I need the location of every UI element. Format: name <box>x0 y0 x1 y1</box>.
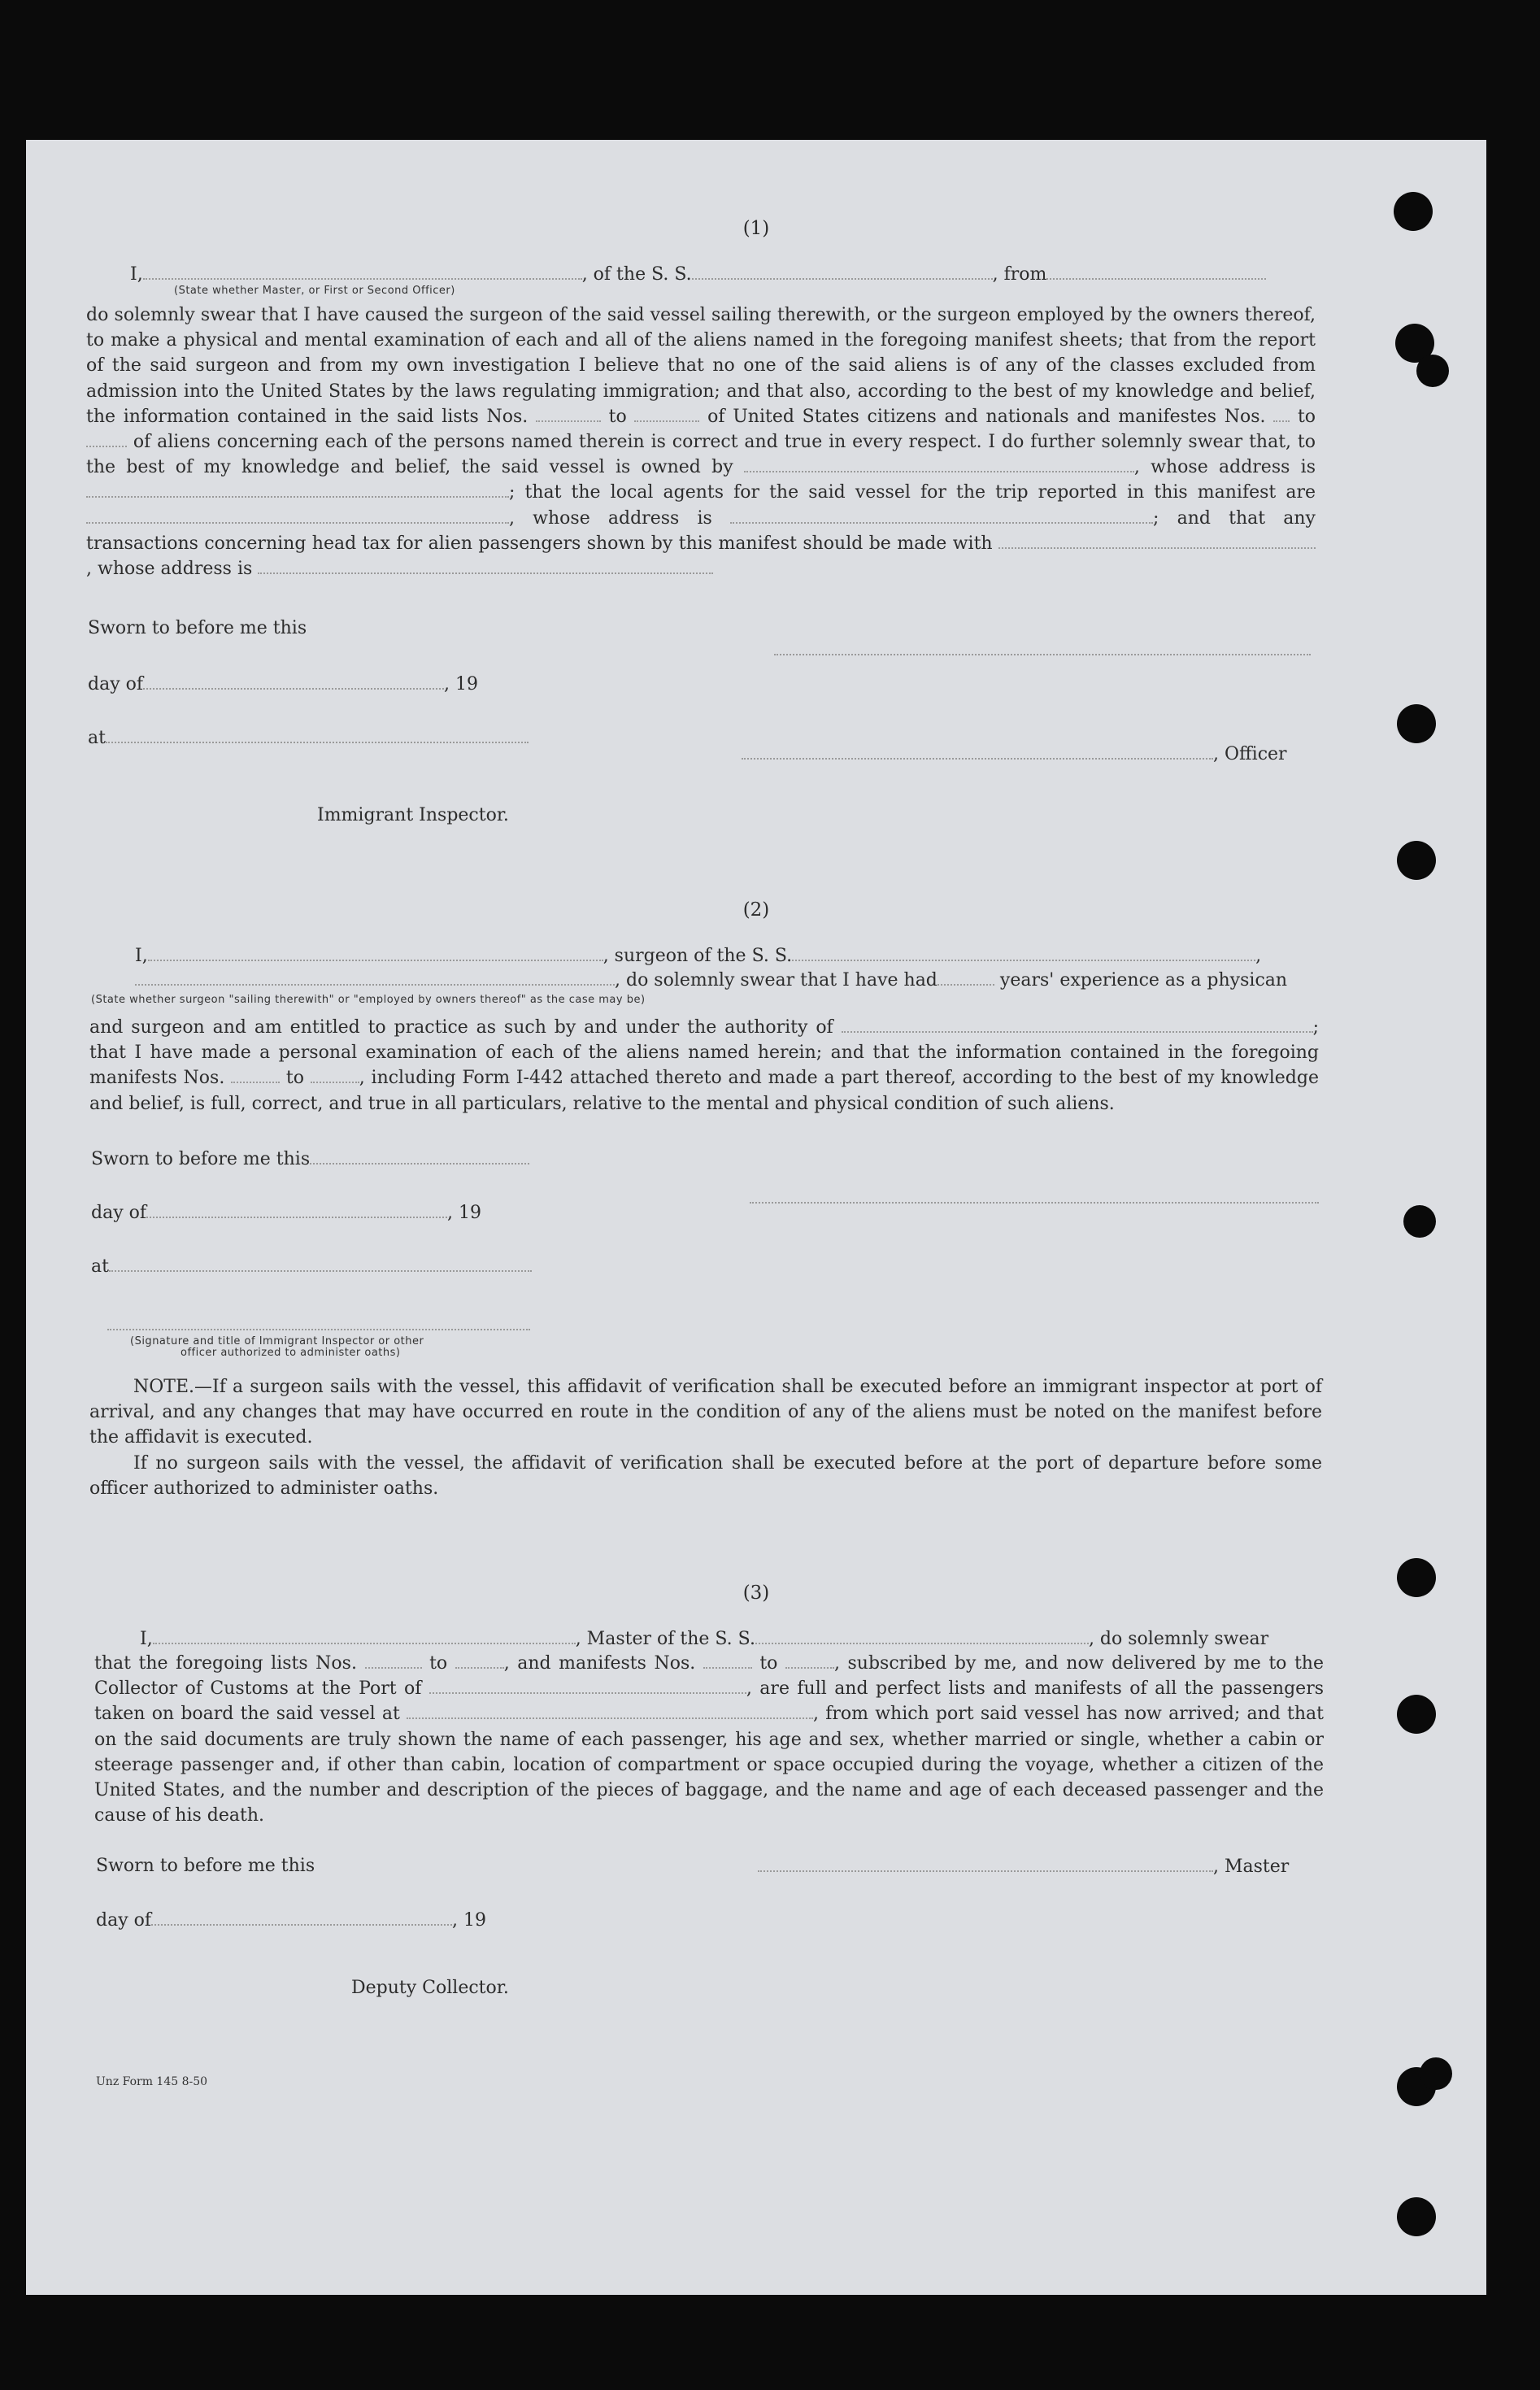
punch-hole <box>1403 1205 1436 1238</box>
section-2-at-blank[interactable] <box>109 1256 532 1272</box>
section-3-manifest-to-blank[interactable] <box>785 1652 834 1669</box>
section-2-body: and surgeon and am entitled to practice as such by and under the authority of ; that I have made a personal examination of each of the aliens named herein; and that the information contained in the foregoing manifests Nos. to , including Form I-442 attached thereto and made a part thereof, according to the best of my knowledge and belief, is full, correct, and true in all particulars, relative to the mental and physical condition of such aliens. <box>89 1017 1319 1114</box>
signature-hint-2: officer authorized to administer oaths) <box>181 1347 401 1359</box>
section-3-day-blank[interactable] <box>151 1909 452 1926</box>
punch-hole <box>1397 841 1436 880</box>
manifest-from-blank[interactable] <box>1273 406 1290 422</box>
punch-hole <box>1416 355 1449 387</box>
section-1-officer: , Officer <box>742 743 1287 764</box>
section-3-sworn: Sworn to before me this <box>96 1856 315 1876</box>
authority-blank[interactable] <box>842 1017 1313 1033</box>
punch-hole <box>1394 192 1433 231</box>
section-2-line-1: I, , surgeon of the S. S. , <box>135 946 1262 966</box>
lists-from-blank[interactable] <box>536 406 601 422</box>
section-3-body: that the foregoing lists Nos. to , and manifests Nos. to , subscribed by me, and now delivered by me to the Collector of Customs at the Port of , are full and perfect lists and manifests of all the passengers taken on board the said vessel at , from which port said vessel has now arrived; and that on the said documents are truly shown the name of each passenger, his age and sex, whether married or single, whether a cabin or steerage passenger and, if other than cabin, location of compartment or space occupied during the voyage, whether a citizen of the United States, and the number and description of the pieces of baggage, and the name and age of each deceased passenger and the cause of his death. <box>94 1653 1325 1826</box>
officer-signature-blank[interactable] <box>742 743 1213 760</box>
head-tax-address-blank[interactable] <box>258 558 713 574</box>
punch-hole <box>1397 1558 1436 1597</box>
surgeon-hint: (State whether surgeon "sailing therewith" or "employed by owners thereof" as the case may be) <box>91 994 646 1006</box>
note-1: NOTE.—If a surgeon sails with the vessel, this affidavit of verification shall be executed before an immigrant inspector at port of arrival, and any changes that may have occurred en route in the condition of any of the aliens must be noted on the manifest before the affidavit is executed. <box>89 1377 1322 1448</box>
signature-hint-1: (Signature and title of Immigrant Inspector or other <box>130 1335 424 1347</box>
punch-hole <box>1397 704 1436 743</box>
section-3-line-1: I, , Master of the S. S. , do solemnly swear <box>140 1629 1269 1649</box>
section-3-master: , Master <box>758 1856 1289 1877</box>
punch-hole <box>1397 1695 1436 1734</box>
master-signature-blank[interactable] <box>758 1856 1213 1872</box>
master-vessel-blank[interactable] <box>755 1628 1089 1644</box>
surgeon-type-blank[interactable] <box>135 969 615 986</box>
manifest-nos-from-blank[interactable] <box>231 1067 280 1083</box>
section-2-day-blank[interactable] <box>146 1202 447 1218</box>
years-experience-blank[interactable] <box>937 969 994 986</box>
section-1-signature-line[interactable] <box>774 654 1311 655</box>
owner-blank[interactable] <box>744 456 1134 472</box>
collector-port-blank[interactable] <box>429 1678 746 1694</box>
lists-to-blank[interactable] <box>634 406 699 422</box>
surgeon-name-blank[interactable] <box>148 945 603 961</box>
section-3-lists-to-blank[interactable] <box>455 1652 504 1669</box>
departure-port-blank[interactable] <box>407 1703 813 1719</box>
section-2-number: (2) <box>742 899 770 921</box>
note-2: If no surgeon sails with the vessel, the affidavit of verification shall be executed before at the port of departure before some officer authorized to administer oaths. <box>89 1453 1322 1500</box>
section-1-body: do solemnly swear that I have caused the surgeon of the said vessel sailing therewith, or the surgeon employed by the owners thereof, to make a physical and mental examination of each and all of the aliens named in the foregoing manifest sheets; that from the report of the said surgeon and from my own investigation I believe that no one of the said aliens is of any of the classes excluded from admission into the United States by the laws regulating immigration; and that also, according to the best of my knowledge and belief, the information contained in the said lists Nos. to of United States citizens and nationals and manifestes Nos. to of aliens concerning each of the persons named therein is correct and true in every respect. I do further solemnly swear that, to the best of my knowledge and belief, the said vessel is owned by , whose address is ; that the local agents for the said vessel for the trip reported in this manifest are , whose address is ; and that any transactions concerning head tax for alien passengers shown by this manifest should be made with , whose address is <box>86 305 1316 580</box>
deputy-collector-label: Deputy Collector. <box>351 1978 509 1998</box>
surgeon-vessel-blank[interactable] <box>792 945 1255 961</box>
section-1-number: (1) <box>742 218 770 239</box>
section-2-day: day of , 19 <box>91 1203 481 1223</box>
vessel-name-blank[interactable] <box>692 263 993 280</box>
agents-blank[interactable] <box>86 507 509 524</box>
head-tax-blank[interactable] <box>998 533 1316 549</box>
section-3-lists-from-blank[interactable] <box>365 1652 422 1669</box>
punch-hole <box>1420 2057 1452 2090</box>
punch-hole <box>1397 2197 1436 2236</box>
form-number: Unz Form 145 8-50 <box>96 2075 208 2088</box>
master-name-blank[interactable] <box>153 1628 576 1644</box>
section-3-manifest-from-blank[interactable] <box>703 1652 752 1669</box>
section-1-line-1: I, , of the S. S. , from <box>130 263 1266 285</box>
section-2-sworn: Sworn to before me this <box>91 1148 529 1169</box>
section-2-signature-line[interactable] <box>750 1202 1319 1204</box>
manifest-to-blank[interactable] <box>86 431 127 447</box>
owner-address-blank[interactable] <box>86 481 509 498</box>
section-1-day: day of , 19 <box>88 674 478 694</box>
immigrant-inspector-label: Immigrant Inspector. <box>317 805 509 825</box>
officer-name-blank[interactable] <box>143 263 582 280</box>
section-1-sworn: Sworn to before me this <box>88 618 307 638</box>
section-1-day-blank[interactable] <box>143 673 444 690</box>
agents-address-blank[interactable] <box>730 507 1153 524</box>
section-1-at: at <box>88 727 529 748</box>
manifest-nos-to-blank[interactable] <box>311 1067 359 1083</box>
section-2-sworn-blank[interactable] <box>310 1148 529 1165</box>
section-3-number: (3) <box>742 1582 770 1604</box>
section-2-inspector-line[interactable] <box>107 1329 530 1330</box>
section-1-at-blank[interactable] <box>106 727 529 743</box>
section-3-day: day of , 19 <box>96 1910 486 1931</box>
from-port-blank[interactable] <box>1046 263 1266 280</box>
officer-hint: (State whether Master, or First or Second Officer) <box>174 285 455 297</box>
section-2-at: at <box>91 1256 532 1277</box>
document-page <box>26 140 1486 2295</box>
section-2-line-2: , do solemnly swear that I have had years' experience as a physican <box>135 969 1287 990</box>
